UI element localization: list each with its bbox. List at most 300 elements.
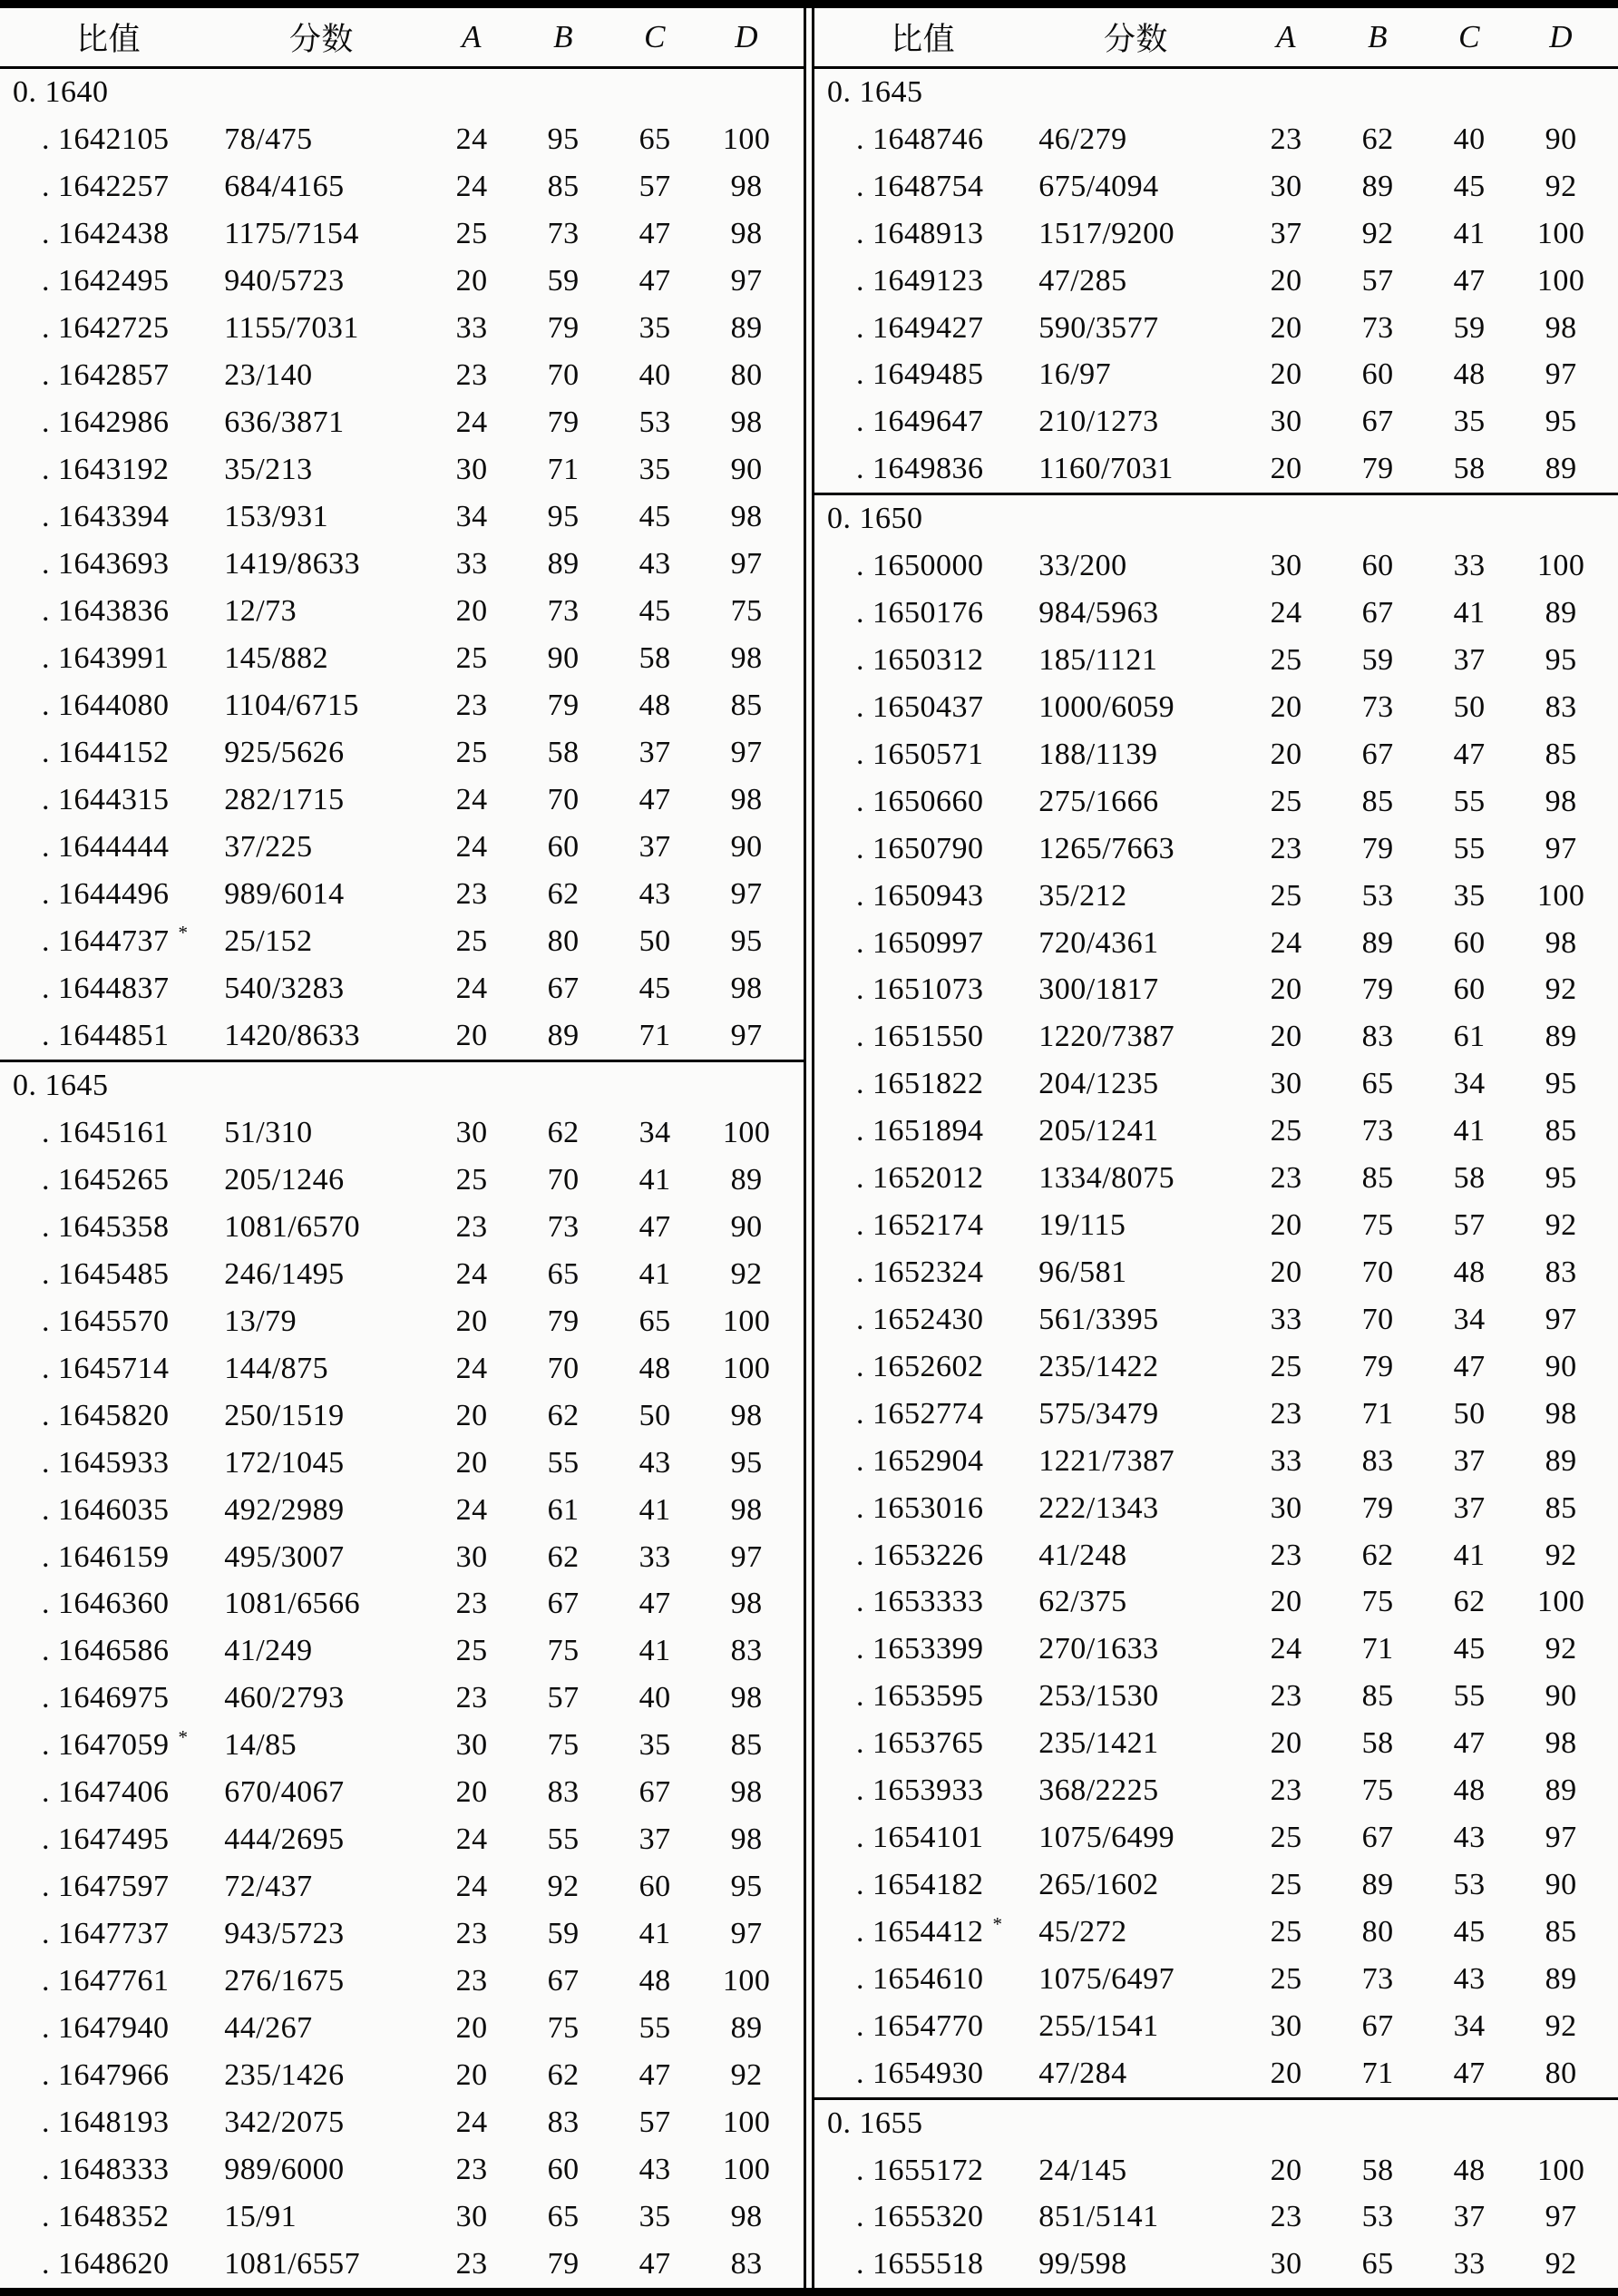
- table-row: [0, 1910, 804, 1958]
- b-value-cell: 90: [547, 640, 580, 675]
- a-value-cell: 24: [455, 122, 488, 156]
- b-value-cell: 60: [1361, 357, 1394, 392]
- b-value-cell: 73: [1361, 1114, 1394, 1148]
- c-value-cell: 41: [638, 1634, 671, 1668]
- a-value-cell: 20: [1270, 1208, 1302, 1243]
- a-value-cell: 20: [455, 263, 488, 298]
- b-value-cell: 62: [547, 1115, 580, 1149]
- a-value-cell: 30: [1270, 2008, 1302, 2043]
- a-value-cell: 30: [455, 2200, 488, 2234]
- b-value-cell: 80: [1361, 1914, 1394, 1949]
- fraction-cell: 205/1246: [224, 1162, 345, 1197]
- fraction-cell: 188/1139: [1038, 737, 1158, 771]
- ratio-cell: 0. 1640: [13, 74, 109, 109]
- c-value-cell: 48: [638, 1964, 671, 1998]
- ratio-cell: . 1652174: [856, 1208, 984, 1243]
- b-value-cell: 80: [547, 923, 580, 958]
- ratio-cell: . 1642986: [42, 405, 170, 439]
- a-value-cell: 20: [455, 593, 488, 628]
- table-row: [0, 210, 804, 258]
- table-row: [814, 1626, 1618, 1673]
- fraction-cell: 23/140: [224, 357, 313, 392]
- a-value-cell: 25: [1270, 784, 1302, 818]
- c-value-cell: 35: [638, 2200, 671, 2234]
- c-value-cell: 50: [638, 923, 671, 958]
- ratio-cell: 0. 1645: [13, 1068, 109, 1102]
- a-value-cell: 25: [455, 735, 488, 769]
- b-value-cell: 67: [547, 1964, 580, 1998]
- a-value-cell: 24: [455, 782, 488, 816]
- c-value-cell: 53: [1453, 1867, 1486, 1901]
- table-row: [814, 398, 1618, 445]
- a-value-cell: 30: [1270, 549, 1302, 583]
- fraction-cell: 276/1675: [224, 1964, 345, 1998]
- a-value-cell: 23: [1270, 122, 1302, 156]
- fraction-cell: 1420/8633: [224, 1018, 361, 1052]
- fraction-cell: 15/91: [224, 2200, 297, 2234]
- a-value-cell: 33: [1270, 1443, 1302, 1478]
- fraction-cell: 253/1530: [1038, 1679, 1159, 1714]
- b-value-cell: 79: [547, 310, 580, 345]
- b-value-cell: 71: [1361, 1632, 1394, 1666]
- a-value-cell: 20: [1270, 1255, 1302, 1289]
- a-value-cell: 20: [455, 2011, 488, 2046]
- fraction-cell: 78/475: [224, 122, 313, 156]
- fraction-cell: 16/97: [1038, 357, 1112, 392]
- fraction-cell: 575/3479: [1038, 1396, 1159, 1431]
- asterisk-marker: *: [992, 1912, 1002, 1935]
- b-value-cell: 60: [547, 829, 580, 864]
- a-value-cell: 20: [1270, 357, 1302, 392]
- b-value-cell: 79: [547, 688, 580, 722]
- c-value-cell: 58: [638, 640, 671, 675]
- fraction-cell: 940/5723: [224, 263, 345, 298]
- table-row: [0, 1534, 804, 1581]
- fraction-cell: 495/3007: [224, 1539, 345, 1574]
- d-value-cell: 97: [730, 876, 763, 911]
- c-value-cell: 41: [1453, 1538, 1486, 1572]
- ratio-cell: . 1650571: [856, 737, 984, 771]
- d-value-cell: 98: [730, 216, 763, 250]
- b-value-cell: 73: [1361, 1961, 1394, 1996]
- d-value-cell: 92: [730, 1256, 763, 1291]
- c-value-cell: 50: [638, 1398, 671, 1432]
- ratio-cell: . 1655172: [856, 2153, 984, 2187]
- d-value-cell: 90: [1545, 1679, 1577, 1714]
- a-value-cell: 25: [1270, 643, 1302, 678]
- column-header-ratio: 比值: [891, 22, 956, 57]
- c-value-cell: 33: [1453, 2247, 1486, 2281]
- ratio-cell: . 1650997: [856, 925, 984, 960]
- fraction-cell: 145/882: [224, 640, 329, 675]
- table-row: [814, 2193, 1618, 2241]
- fraction-cell: 37/225: [224, 829, 313, 864]
- d-value-cell: 97: [730, 546, 763, 581]
- d-value-cell: 98: [730, 405, 763, 439]
- ratio-cell: . 1646360: [42, 1587, 170, 1621]
- table-row: [0, 1863, 804, 1910]
- a-value-cell: 23: [1270, 1679, 1302, 1714]
- c-value-cell: 48: [1453, 1773, 1486, 1808]
- fraction-cell: 235/1426: [224, 2058, 345, 2093]
- ratio-cell: . 1644851: [42, 1018, 170, 1052]
- ratio-cell: . 1650943: [856, 878, 984, 913]
- ratio-cell: . 1644080: [42, 688, 170, 722]
- fraction-cell: 250/1519: [224, 1398, 345, 1432]
- d-value-cell: 89: [1545, 1020, 1577, 1054]
- a-value-cell: 20: [1270, 1726, 1302, 1761]
- fraction-cell: 1220/7387: [1038, 1020, 1175, 1054]
- fraction-cell: 1334/8075: [1038, 1161, 1175, 1196]
- a-value-cell: 23: [1270, 831, 1302, 865]
- d-value-cell: 89: [1545, 596, 1577, 630]
- c-value-cell: 47: [1453, 2056, 1486, 2090]
- c-value-cell: 55: [638, 2011, 671, 2046]
- d-value-cell: 97: [730, 1917, 763, 1951]
- c-value-cell: 47: [638, 263, 671, 298]
- d-value-cell: 100: [722, 2153, 771, 2187]
- table-row: [814, 163, 1618, 210]
- fraction-cell: 19/115: [1038, 1208, 1126, 1243]
- table-row: [0, 1440, 804, 1487]
- header-row: [814, 8, 1618, 69]
- section-header-row: [0, 1060, 804, 1109]
- table-row: [814, 1861, 1618, 1909]
- c-value-cell: 37: [1453, 643, 1486, 678]
- fraction-cell: 153/931: [224, 499, 329, 533]
- ratio-cell: . 1655518: [856, 2247, 984, 2281]
- ratio-cell: . 1654930: [856, 2056, 984, 2090]
- d-value-cell: 97: [730, 1539, 763, 1574]
- c-value-cell: 65: [638, 1304, 671, 1338]
- d-value-cell: 98: [730, 1681, 763, 1715]
- table-row: [0, 777, 804, 824]
- fraction-cell: 984/5963: [1038, 596, 1159, 630]
- table-row: [814, 2241, 1618, 2288]
- ratio-cell: . 1651073: [856, 972, 984, 1007]
- b-value-cell: 75: [1361, 1585, 1394, 1619]
- b-value-cell: 75: [547, 1634, 580, 1668]
- b-value-cell: 57: [1361, 263, 1394, 298]
- table-row: [814, 1438, 1618, 1485]
- table-row: [814, 1956, 1618, 2003]
- b-value-cell: 73: [547, 216, 580, 250]
- d-value-cell: 92: [1545, 2247, 1577, 2281]
- a-value-cell: 20: [1270, 737, 1302, 771]
- ratio-cell: . 1647495: [42, 1822, 170, 1857]
- table-row: [0, 635, 804, 682]
- c-value-cell: 47: [638, 2058, 671, 2093]
- fraction-cell: 1265/7663: [1038, 831, 1175, 865]
- ratio-cell: . 1654610: [856, 1961, 984, 1996]
- d-value-cell: 89: [1545, 1773, 1577, 1808]
- a-value-cell: 23: [1270, 2200, 1302, 2234]
- d-value-cell: 83: [730, 2247, 763, 2281]
- ratio-cell: . 1644737 *: [42, 922, 188, 958]
- a-value-cell: 23: [455, 2153, 488, 2187]
- b-value-cell: 59: [547, 263, 580, 298]
- b-value-cell: 65: [547, 1256, 580, 1291]
- d-value-cell: 92: [1545, 2008, 1577, 2043]
- column-header-c: C: [644, 19, 666, 54]
- fraction-cell: 35/212: [1038, 878, 1127, 913]
- b-value-cell: 89: [1361, 1867, 1394, 1901]
- b-value-cell: 67: [1361, 2008, 1394, 2043]
- a-value-cell: 24: [455, 971, 488, 1005]
- ratio-cell: . 1645714: [42, 1351, 170, 1385]
- c-value-cell: 55: [1453, 1679, 1486, 1714]
- b-value-cell: 75: [547, 1728, 580, 1763]
- table-row: [0, 2099, 804, 2146]
- table-row: [814, 1909, 1618, 1956]
- d-value-cell: 89: [1545, 1961, 1577, 1996]
- ratio-cell: . 1642105: [42, 122, 170, 156]
- d-value-cell: 90: [1545, 1867, 1577, 1901]
- table-row: [0, 1816, 804, 1863]
- d-value-cell: 85: [1545, 1114, 1577, 1148]
- b-value-cell: 73: [1361, 310, 1394, 345]
- b-value-cell: 55: [547, 1445, 580, 1480]
- a-value-cell: 20: [1270, 452, 1302, 486]
- table-row: [814, 1155, 1618, 1202]
- d-value-cell: 90: [1545, 1349, 1577, 1383]
- d-value-cell: 98: [730, 169, 763, 203]
- ratio-cell: . 1645933: [42, 1445, 170, 1480]
- b-value-cell: 79: [1361, 452, 1394, 486]
- c-value-cell: 48: [1453, 2153, 1486, 2187]
- ratio-cell: . 1651550: [856, 1020, 984, 1054]
- c-value-cell: 41: [1453, 596, 1486, 630]
- a-value-cell: 23: [455, 1209, 488, 1244]
- a-value-cell: 20: [455, 2058, 488, 2093]
- b-value-cell: 58: [1361, 2153, 1394, 2187]
- d-value-cell: 100: [722, 1304, 771, 1338]
- b-value-cell: 65: [1361, 2247, 1394, 2281]
- b-value-cell: 85: [1361, 1161, 1394, 1196]
- table-row: [814, 873, 1618, 920]
- column-header-fraction: 分数: [1103, 22, 1168, 57]
- a-value-cell: 20: [1270, 972, 1302, 1007]
- ratio-cell: . 1643192: [42, 452, 170, 486]
- c-value-cell: 47: [638, 2247, 671, 2281]
- d-value-cell: 98: [730, 1587, 763, 1621]
- table-row: [0, 1958, 804, 2005]
- a-value-cell: 24: [455, 2105, 488, 2140]
- ratio-cell: . 1652012: [856, 1161, 984, 1196]
- d-value-cell: 89: [1545, 1443, 1577, 1478]
- fraction-cell: 943/5723: [224, 1917, 345, 1951]
- c-value-cell: 43: [638, 546, 671, 581]
- a-value-cell: 24: [1270, 1632, 1302, 1666]
- fraction-cell: 235/1422: [1038, 1349, 1159, 1383]
- table-row: [0, 1392, 804, 1440]
- b-value-cell: 58: [1361, 1726, 1394, 1761]
- d-value-cell: 90: [730, 452, 763, 486]
- ratio-cell: . 1647406: [42, 1775, 170, 1810]
- b-value-cell: 57: [547, 1681, 580, 1715]
- a-value-cell: 23: [455, 1964, 488, 1998]
- d-value-cell: 85: [1545, 1490, 1577, 1525]
- b-value-cell: 70: [547, 782, 580, 816]
- d-value-cell: 92: [1545, 1538, 1577, 1572]
- ratio-cell: . 1648193: [42, 2105, 170, 2140]
- table-row: [814, 1767, 1618, 1814]
- fraction-cell: 35/213: [224, 452, 313, 486]
- c-value-cell: 37: [1453, 1490, 1486, 1525]
- table-row: [814, 1343, 1618, 1391]
- d-value-cell: 92: [730, 2058, 763, 2093]
- fraction-cell: 46/279: [1038, 122, 1127, 156]
- b-value-cell: 79: [1361, 972, 1394, 1007]
- d-value-cell: 92: [1545, 1632, 1577, 1666]
- b-value-cell: 70: [547, 1351, 580, 1385]
- table-row: [0, 2241, 804, 2288]
- b-value-cell: 70: [1361, 1302, 1394, 1336]
- table-row: [0, 1627, 804, 1675]
- table-row: [0, 588, 804, 635]
- b-value-cell: 79: [1361, 831, 1394, 865]
- a-value-cell: 23: [455, 688, 488, 722]
- ratio-cell: . 1648352: [42, 2200, 170, 2234]
- c-value-cell: 43: [638, 1445, 671, 1480]
- fraction-cell: 222/1343: [1038, 1490, 1159, 1525]
- d-value-cell: 89: [730, 1162, 763, 1197]
- c-value-cell: 48: [1453, 1255, 1486, 1289]
- d-value-cell: 89: [730, 310, 763, 345]
- ratio-cell: . 1654412 *: [856, 1912, 1002, 1949]
- fraction-cell: 246/1495: [224, 1256, 345, 1291]
- b-value-cell: 89: [547, 546, 580, 581]
- b-value-cell: 75: [1361, 1773, 1394, 1808]
- d-value-cell: 90: [730, 1209, 763, 1244]
- table-row: [814, 1532, 1618, 1579]
- c-value-cell: 43: [638, 876, 671, 911]
- d-value-cell: 80: [1545, 2056, 1577, 2090]
- a-value-cell: 23: [1270, 1396, 1302, 1431]
- a-value-cell: 20: [455, 1775, 488, 1810]
- d-value-cell: 83: [1545, 1255, 1577, 1289]
- ratio-cell: . 1652774: [856, 1396, 984, 1431]
- ratio-cell: 0. 1645: [827, 74, 923, 109]
- c-value-cell: 53: [638, 405, 671, 439]
- column-header-b: B: [553, 19, 574, 54]
- b-value-cell: 62: [547, 1398, 580, 1432]
- column-header-b: B: [1368, 19, 1389, 54]
- d-value-cell: 89: [1545, 452, 1577, 486]
- table-row: [814, 116, 1618, 163]
- a-value-cell: 25: [455, 1162, 488, 1197]
- ratio-cell: . 1650312: [856, 643, 984, 678]
- c-value-cell: 47: [638, 216, 671, 250]
- ratio-cell: . 1642495: [42, 263, 170, 298]
- b-value-cell: 67: [547, 971, 580, 1005]
- fraction-cell: 675/4094: [1038, 169, 1159, 203]
- b-value-cell: 85: [547, 169, 580, 203]
- a-value-cell: 24: [455, 169, 488, 203]
- c-value-cell: 34: [638, 1115, 671, 1149]
- table-row: [814, 1060, 1618, 1108]
- a-value-cell: 20: [1270, 689, 1302, 724]
- ratio-cell: . 1653933: [856, 1773, 984, 1808]
- c-value-cell: 41: [638, 1917, 671, 1951]
- a-value-cell: 20: [1270, 310, 1302, 345]
- ratio-cell: . 1653016: [856, 1490, 984, 1525]
- fraction-cell: 33/200: [1038, 549, 1127, 583]
- table-row: [0, 1298, 804, 1345]
- fraction-cell: 989/6000: [224, 2153, 345, 2187]
- d-value-cell: 90: [730, 829, 763, 864]
- c-value-cell: 47: [1453, 1349, 1486, 1383]
- table-row: [0, 305, 804, 352]
- fraction-cell: 204/1235: [1038, 1067, 1159, 1101]
- fraction-cell: 492/2989: [224, 1492, 345, 1527]
- a-value-cell: 20: [455, 1445, 488, 1480]
- table-row: [0, 1157, 804, 1204]
- ratio-cell: . 1644315: [42, 782, 170, 816]
- column-header-a: A: [1276, 19, 1297, 54]
- fraction-cell: 684/4165: [224, 169, 345, 203]
- table-row: [0, 399, 804, 446]
- table-row: [0, 871, 804, 918]
- b-value-cell: 79: [1361, 1490, 1394, 1525]
- d-value-cell: 100: [722, 1115, 771, 1149]
- table-row: [0, 1251, 804, 1298]
- table-row: [0, 116, 804, 163]
- d-value-cell: 100: [722, 1351, 771, 1385]
- d-value-cell: 98: [1545, 784, 1577, 818]
- fraction-cell: 1081/6566: [224, 1587, 361, 1621]
- d-value-cell: 100: [1536, 549, 1585, 583]
- table-row: [814, 1485, 1618, 1532]
- ratio-cell: . 1644444: [42, 829, 170, 864]
- a-value-cell: 30: [455, 1728, 488, 1763]
- fraction-cell: 24/145: [1038, 2153, 1127, 2187]
- b-value-cell: 73: [547, 593, 580, 628]
- fraction-cell: 210/1273: [1038, 405, 1159, 439]
- fraction-cell: 205/1241: [1038, 1114, 1159, 1148]
- b-value-cell: 60: [1361, 549, 1394, 583]
- a-value-cell: 33: [455, 310, 488, 345]
- table-row: [0, 1581, 804, 1628]
- c-value-cell: 34: [1453, 2008, 1486, 2043]
- b-value-cell: 55: [547, 1822, 580, 1857]
- c-value-cell: 33: [1453, 549, 1486, 583]
- d-value-cell: 100: [1536, 263, 1585, 298]
- table-row: [814, 1108, 1618, 1155]
- fraction-cell: 172/1045: [224, 1445, 345, 1480]
- a-value-cell: 24: [455, 1870, 488, 1904]
- ratio-cell: . 1649485: [856, 357, 984, 392]
- b-value-cell: 89: [547, 1018, 580, 1052]
- b-value-cell: 67: [1361, 596, 1394, 630]
- table-row: [814, 1814, 1618, 1861]
- d-value-cell: 75: [730, 593, 763, 628]
- fraction-cell: 99/598: [1038, 2247, 1127, 2281]
- fraction-cell: 72/437: [224, 1870, 313, 1904]
- ratio-cell: . 1645485: [42, 1256, 170, 1291]
- ratio-cell: . 1645265: [42, 1162, 170, 1197]
- fraction-cell: 590/3577: [1038, 310, 1159, 345]
- d-value-cell: 89: [730, 2011, 763, 2046]
- fraction-cell: 270/1633: [1038, 1632, 1159, 1666]
- c-value-cell: 47: [1453, 737, 1486, 771]
- ratio-cell: . 1645570: [42, 1304, 170, 1338]
- d-value-cell: 80: [730, 357, 763, 392]
- ratio-cell: . 1642438: [42, 216, 170, 250]
- a-value-cell: 20: [1270, 2056, 1302, 2090]
- table-row: [814, 2003, 1618, 2050]
- c-value-cell: 65: [638, 122, 671, 156]
